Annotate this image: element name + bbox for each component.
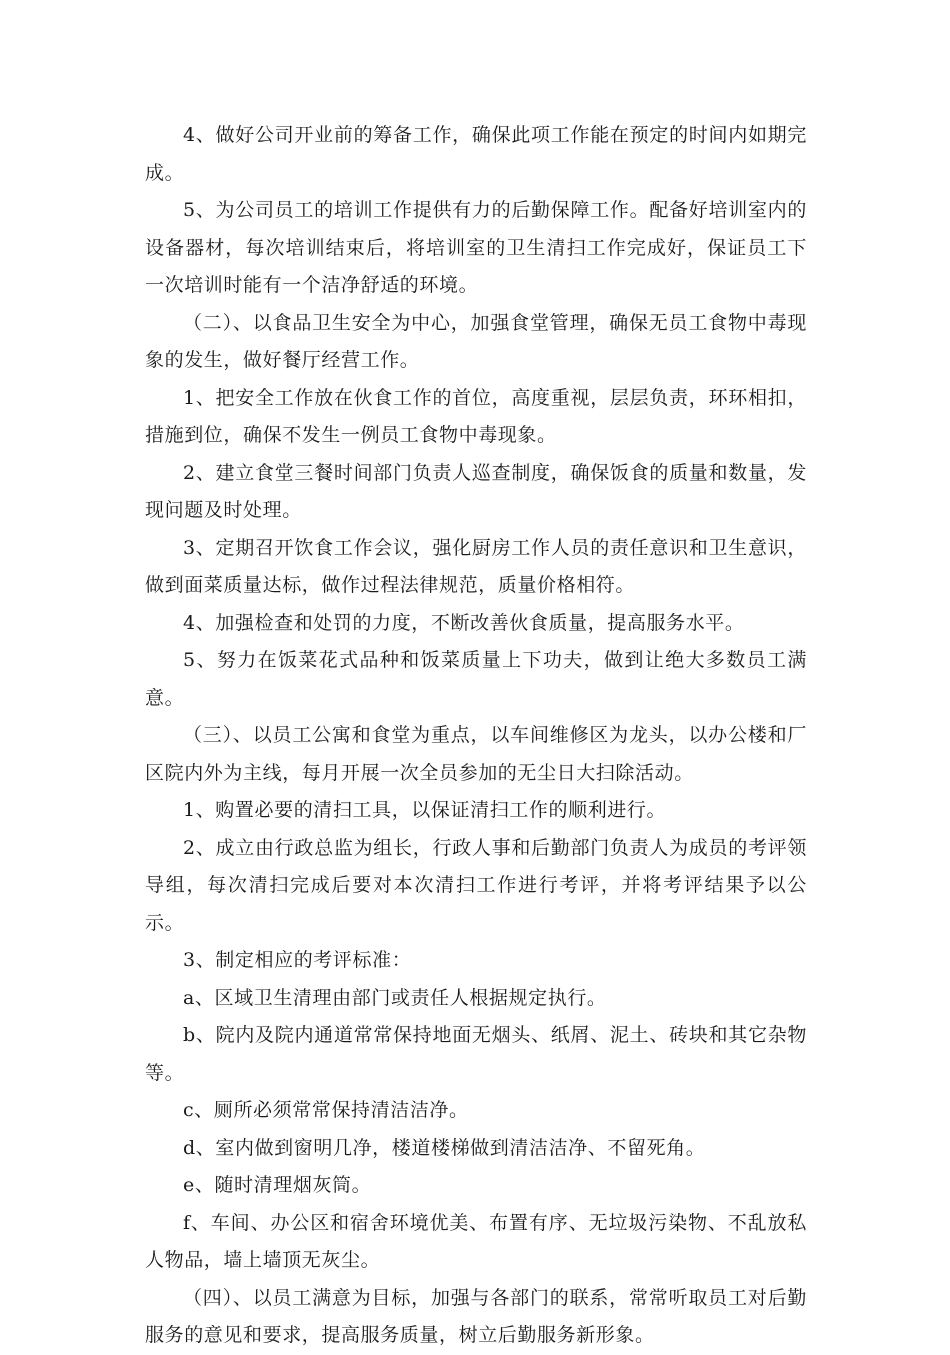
paragraph: 3、定期召开饮食工作会议，强化厨房工作人员的责任意识和卫生意识，做到面菜质量达标，做作过程法律规范，质量价格相符。 <box>145 536 807 596</box>
list-item: c、厕所必须常常保持清洁洁净。 <box>183 1099 469 1121</box>
section-heading: （四）、以员工满意为目标，加强与各部门的联系，常常听取员工对后勤服务的意见和要求，提高服务质量，树立后勤服务新形象。 <box>145 1286 807 1346</box>
section-heading: （三）、以员工公寓和食堂为重点，以车间维修区为龙头，以办公楼和厂区院内外为主线，每月开展一次全员参加的无尘日大扫除活动。 <box>145 724 807 784</box>
list-item: a、区域卫生清理由部门或责任人根据规定执行。 <box>183 986 607 1009</box>
paragraph: 1、购置必要的清扫工具，以保证清扫工作的顺利进行。 <box>183 799 667 821</box>
paragraph: 2、建立食堂三餐时间部门负责人巡查制度，确保饭食的质量和数量，发现问题及时处理。 <box>145 461 807 521</box>
section-heading: （二）、以食品卫生安全为中心，加强食堂管理，确保无员工食物中毒现象的发生，做好餐厅经营工作。 <box>145 311 807 371</box>
paragraph: 5、为公司员工的培训工作提供有力的后勤保障工作。配备好培训室内的设备器材，每次培训结束后，将培训室的卫生清扫工作完成好，保证员工下一次培训时能有一个洁净舒适的环境。 <box>145 199 807 296</box>
list-item: d、室内做到窗明几净，楼道楼梯做到清洁洁净、不留死角。 <box>183 1136 706 1159</box>
list-item: e、随时清理烟灰筒。 <box>183 1174 372 1196</box>
paragraph: 2、成立由行政总监为组长，行政人事和后勤部门负责人为成员的考评领导组，每次清扫完成后要对本次清扫工作进行考评，并将考评结果予以公示。 <box>145 836 807 934</box>
list-item: b、院内及院内通道常常保持地面无烟头、纸屑、泥土、砖块和其它杂物等。 <box>145 1024 807 1084</box>
paragraph: 4、加强检查和处罚的力度，不断改善伙食质量，提高服务水平。 <box>183 611 745 634</box>
paragraph: 4、做好公司开业前的筹备工作，确保此项工作能在预定的时间内如期完成。 <box>145 124 807 184</box>
paragraph: 3、制定相应的考评标准： <box>183 949 412 971</box>
paragraph: 1、把安全工作放在伙食工作的首位，高度重视，层层负责，环环相扣，措施到位，确保不发生一例员工食物中毒现象。 <box>145 386 807 446</box>
list-item: f、车间、办公区和宿舍环境优美、布置有序、无垃圾污染物、不乱放私人物品，墙上墙顶无灰尘。 <box>145 1211 807 1271</box>
document-body <box>145 117 807 1355</box>
paragraph: 5、努力在饭菜花式品种和饭菜质量上下功夫，做到让绝大多数员工满意。 <box>145 649 807 709</box>
